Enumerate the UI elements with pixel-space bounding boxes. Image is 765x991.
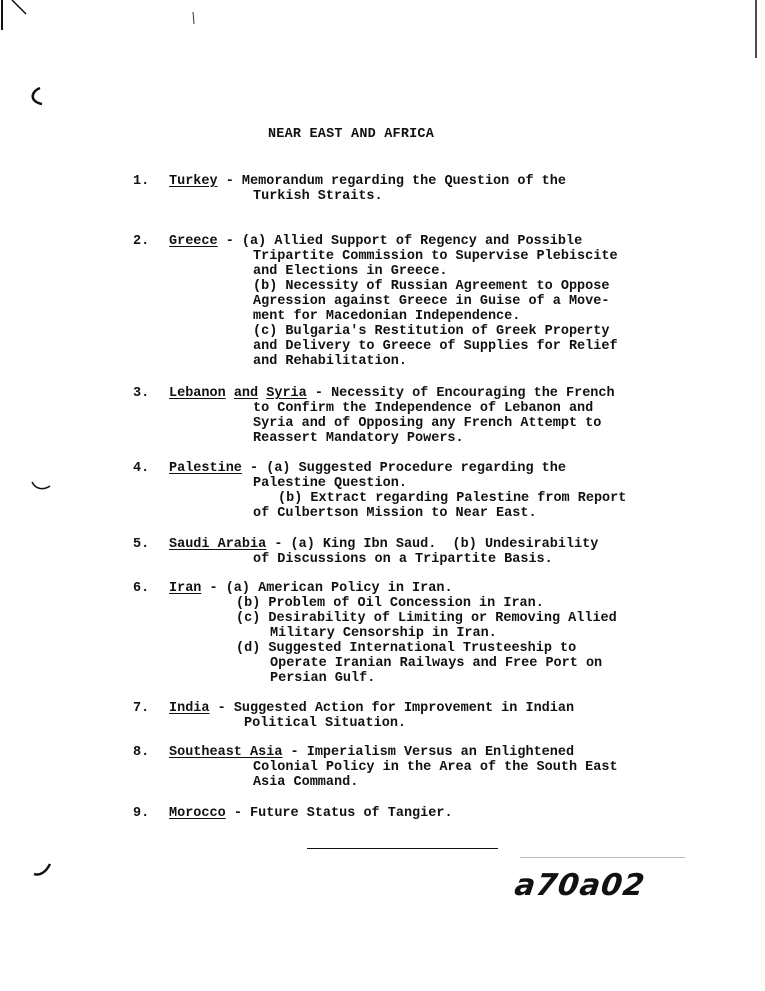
item-text-line: Political Situation.	[244, 716, 407, 731]
item-text-line: Tripartite Commission to Supervise Plebiscite	[253, 249, 618, 264]
scan-mark-left-1	[26, 86, 48, 108]
item-text-line: (d) Suggested International Trusteeship to	[236, 641, 577, 656]
item-number: 6.	[133, 581, 150, 596]
item-number: 9.	[133, 806, 150, 821]
item-text-line: of Discussions on a Tripartite Basis.	[253, 552, 553, 567]
item-text-line: - Memorandum regarding the Question of the	[217, 174, 566, 189]
item-number: 3.	[133, 386, 150, 401]
scan-mark-left-2	[30, 478, 52, 494]
item-heading-and: and	[233, 386, 259, 401]
item-text-line: - Future Status of Tangier.	[225, 806, 453, 821]
list-item-morocco	[133, 806, 453, 866]
item-text-line: (b) Necessity of Russian Agreement to Oppose	[253, 279, 610, 294]
item-text-line: - (a) Suggested Procedure regarding the	[241, 461, 566, 476]
item-heading: Morocco	[169, 806, 226, 821]
scan-mark-top	[190, 12, 198, 26]
item-text-line: ment for Macedonian Independence.	[253, 309, 521, 324]
item-heading: Lebanon	[169, 386, 226, 401]
item-text-line: - Imperialism Versus an Enlightened	[282, 745, 575, 760]
item-number: 4.	[133, 461, 150, 476]
item-text-line: (b) Extract regarding Palestine from Report	[278, 491, 627, 506]
item-heading: Iran	[169, 581, 202, 596]
item-text-line: (b) Problem of Oil Concession in Iran.	[236, 596, 544, 611]
item-text-line: - (a) King Ibn Saud. (b) Undesirability	[266, 537, 599, 552]
item-text-line: to Confirm the Independence of Lebanon and	[253, 401, 594, 416]
item-number: 8.	[133, 745, 150, 760]
item-number: 1.	[133, 174, 150, 189]
item-text-line: Palestine Question.	[253, 476, 407, 491]
item-heading: Palestine	[169, 461, 242, 476]
item-heading: Turkey	[169, 174, 218, 189]
item-text-line: - (a) American Policy in Iran.	[201, 581, 453, 596]
item-text-line: Operate Iranian Railways and Free Port on	[270, 656, 603, 671]
item-number: 2.	[133, 234, 150, 249]
document-title: NEAR EAST AND AFRICA	[268, 127, 435, 142]
item-number: 5.	[133, 537, 150, 552]
item-heading: Greece	[169, 234, 218, 249]
item-text-line: of Culbertson Mission to Near East.	[253, 506, 537, 521]
item-text-line: - Suggested Action for Improvement in Indian	[209, 701, 575, 716]
item-text-line: Persian Gulf.	[270, 671, 376, 686]
item-text-line: Agression against Greece in Guise of a Move-	[253, 294, 610, 309]
item-text-line: - Necessity of Encouraging the French	[306, 386, 615, 401]
item-text-line: - (a) Allied Support of Regency and Possible	[217, 234, 583, 249]
item-text-line: and Elections in Greece.	[253, 264, 448, 279]
item-text-line: Asia Command.	[253, 775, 359, 790]
item-text-line: (c) Bulgaria's Restitution of Greek Property	[253, 324, 610, 339]
faint-rule	[520, 857, 685, 858]
item-text-line: and Delivery to Greece of Supplies for Relief	[253, 339, 618, 354]
item-text-line: Colonial Policy in the Area of the South East	[253, 760, 618, 775]
item-text-line: Military Censorship in Iran.	[270, 626, 497, 641]
item-heading: Saudi Arabia	[169, 537, 267, 552]
scan-corner-mark	[0, 0, 40, 40]
scan-mark-left-3	[32, 862, 54, 880]
handwritten-note: a70a02	[512, 868, 648, 903]
item-text-line: (c) Desirability of Limiting or Removing Allied	[236, 611, 617, 626]
item-heading: Southeast Asia	[169, 745, 283, 760]
item-heading-2: Syria	[266, 386, 307, 401]
item-text-line: Syria and of Opposing any French Attempt to	[253, 416, 602, 431]
item-text-line: Reassert Mandatory Powers.	[253, 431, 464, 446]
scan-mark-right	[752, 0, 764, 60]
closing-rule	[307, 848, 498, 849]
item-number: 7.	[133, 701, 150, 716]
item-text-line: Turkish Straits.	[253, 189, 383, 204]
item-heading: India	[169, 701, 210, 716]
item-text-line: and Rehabilitation.	[253, 354, 407, 369]
